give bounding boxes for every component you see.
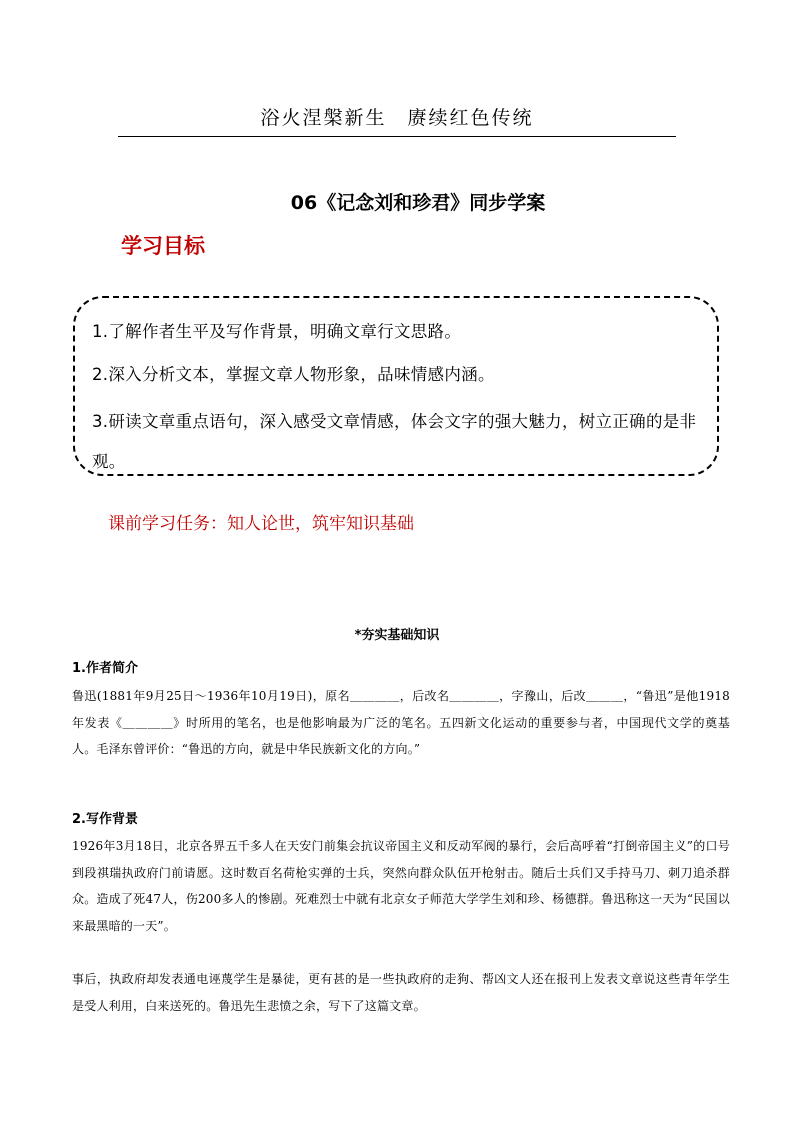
learning-goal-item: 3.研读文章重点语句，深入感受文章情感，体会文字的强大魅力，树立正确的是非观。 xyxy=(92,412,697,471)
learning-goals-heading: 学习目标 xyxy=(121,234,205,258)
header-text: 浴火涅槃新生 赓续红色传统 xyxy=(260,107,534,129)
header-divider xyxy=(118,136,676,137)
basic-knowledge-title: *夯实基础知识 xyxy=(354,628,440,643)
learning-goal-item: 2.深入分析文本，掌握文章人物形象，品味情感内涵。 xyxy=(92,365,495,384)
document-title: 06《记念刘和珍君》同步学案 xyxy=(290,192,546,214)
learning-goal-item: 1.了解作者生平及写作背景，明确文章行文思路。 xyxy=(92,322,462,341)
background-paragraph: 事后，执政府却发表通电诬蔑学生是暴徒，更有甚的是一些执政府的走狗、帮凶文人还在报刊上发表文章说这些青年学生是受人利用，白来送死的。鲁迅先生悲愤之余，写下了这篇文章。 xyxy=(72,972,730,1013)
author-intro-title: 1.作者简介 xyxy=(72,661,138,676)
background-paragraph: 1926年3月18日，北京各界五千多人在天安门前集会抗议帝国主义和反动军阀的暴行，会后高呼着“打倒帝国主义”的口号到段祺瑞执政府门前请愿。这时数百名荷枪实弹的士兵，突然向群众队伍开枪射击。随后士兵们又手持马刀、刺刀追杀群众。造成了死47人，伤200多人的惨剧。死难烈士中就有北京女子师范大学学生刘和珍、杨德群。鲁迅称这一天为“民国以来最黑暗的一天”。 xyxy=(72,839,730,933)
author-intro-paragraph: 鲁迅(1881年9月25日～1936年10月19日)，原名＿＿＿＿，后改名＿＿＿＿，字豫山，后改＿＿＿，“鲁迅”是他1918年发表《＿＿＿＿》时所用的笔名，也是他影响最为广泛的笔名。五四新文化运动的重要参与者，中国现代文学的奠基人。毛泽东曾评价：“鲁迅的方向，就是中华民族新文化的方向。” xyxy=(72,689,730,756)
background-title: 2.写作背景 xyxy=(72,812,138,827)
pre-class-task-heading: 课前学习任务：知人论世，筑牢知识基础 xyxy=(108,514,414,534)
